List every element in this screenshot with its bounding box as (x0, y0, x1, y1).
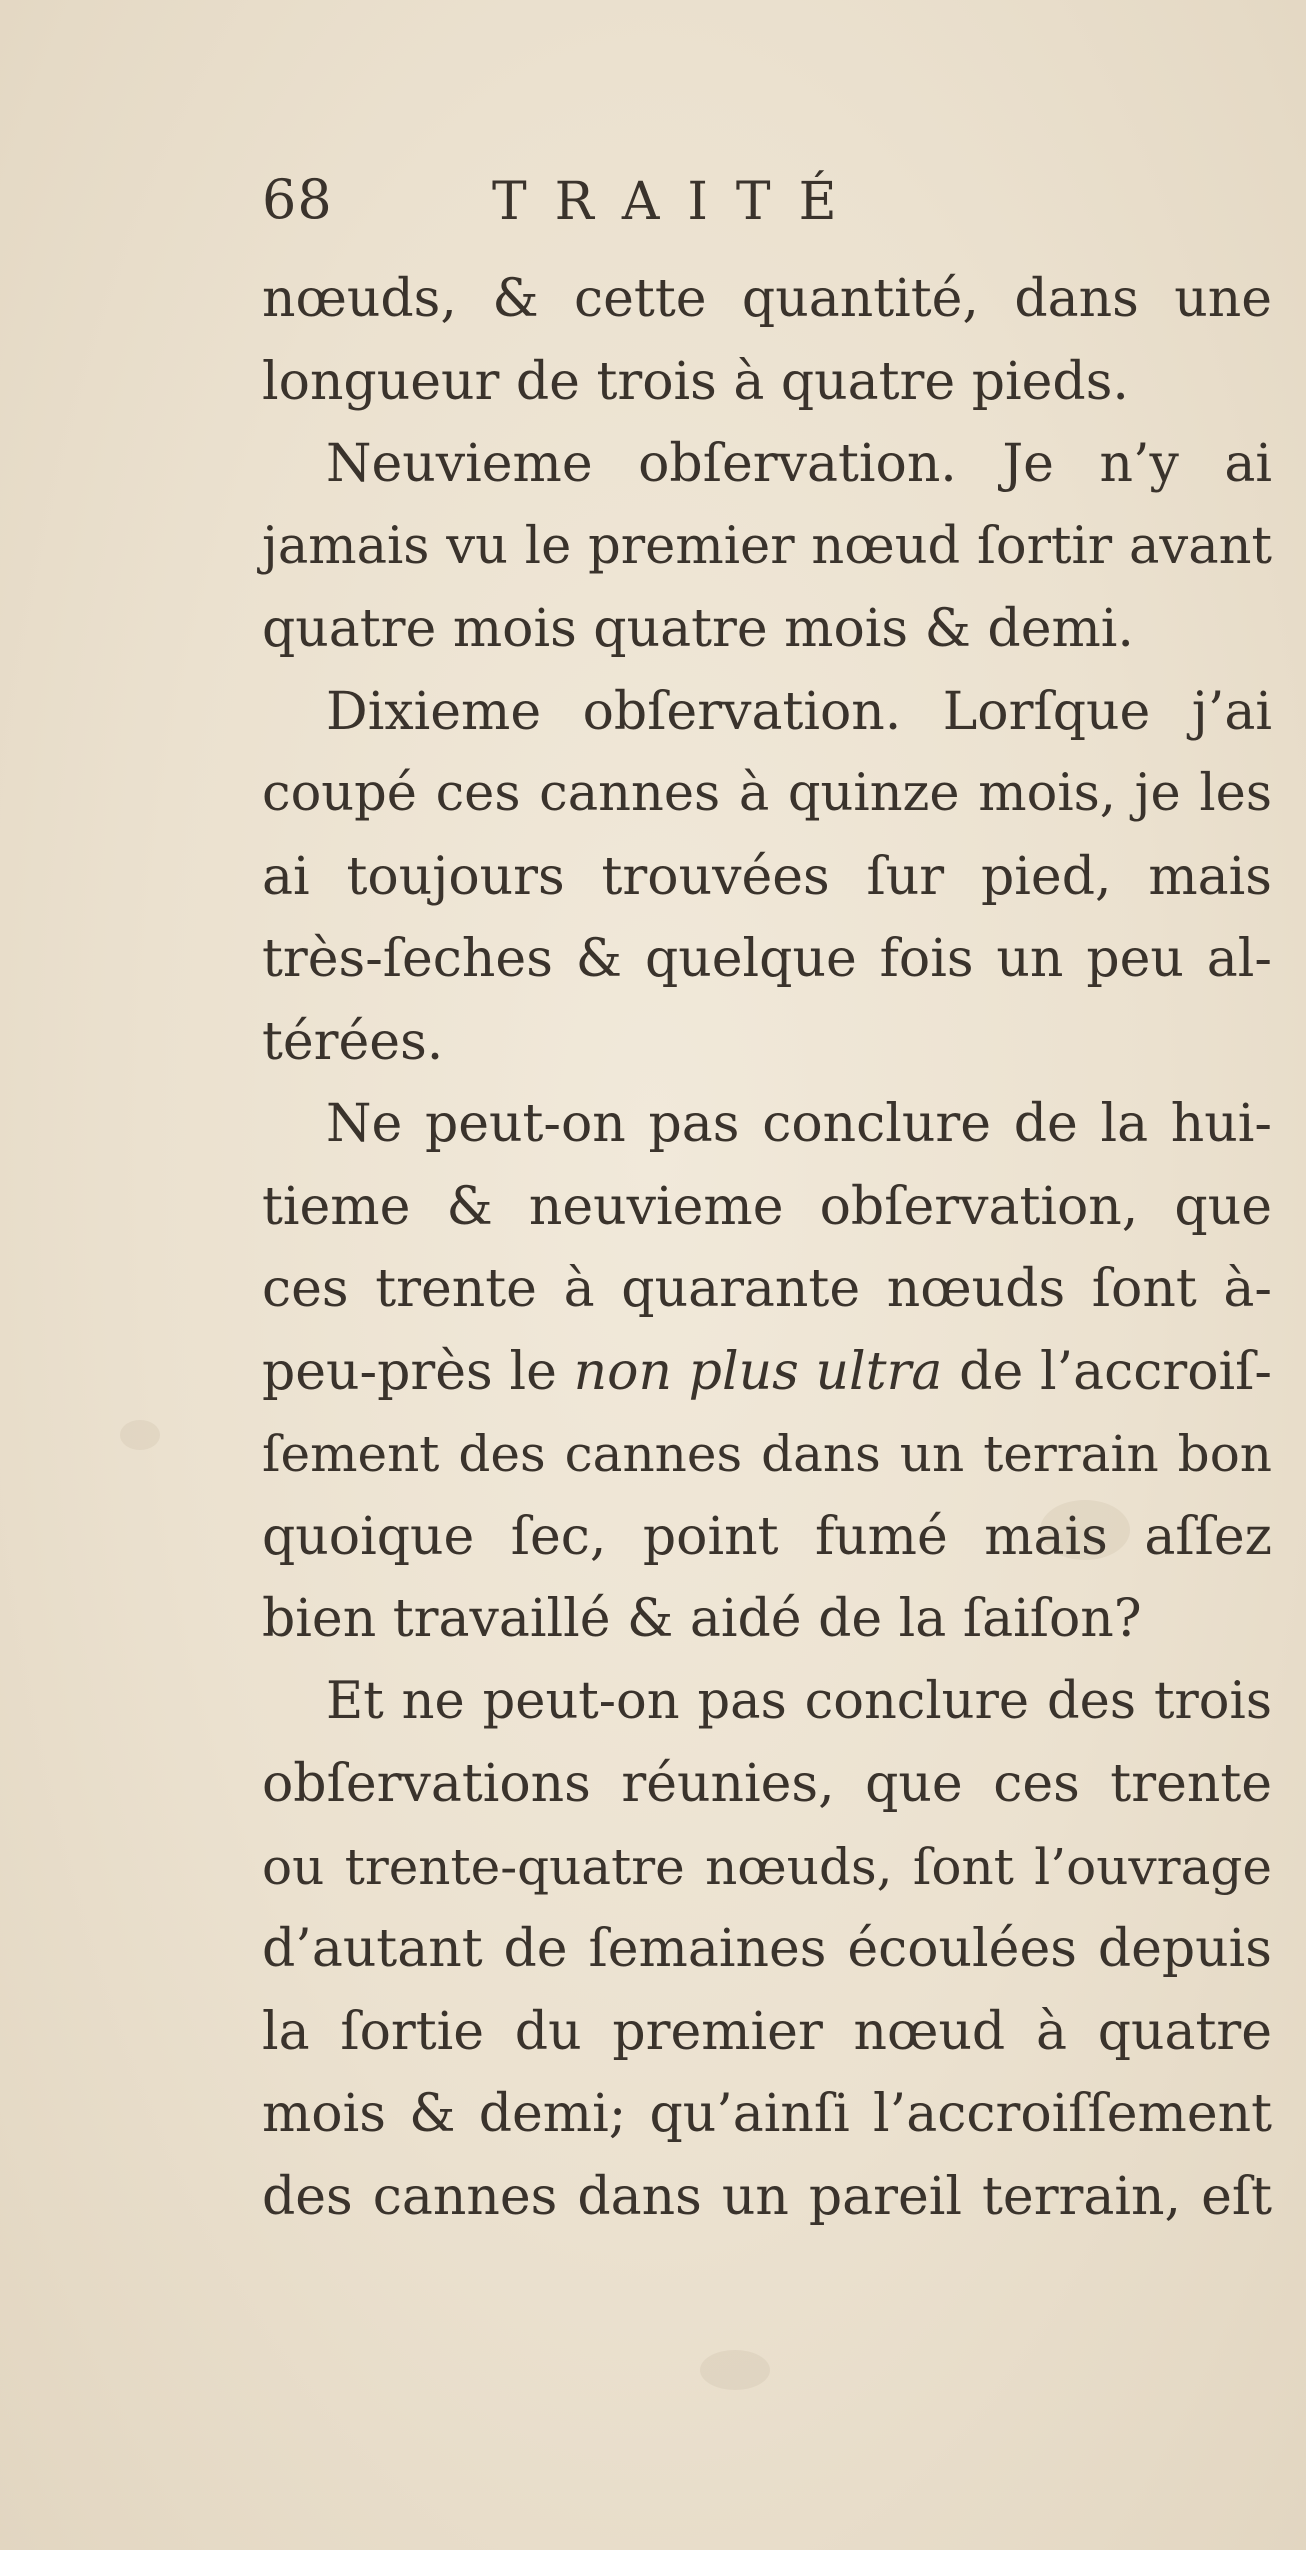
text-segment: de l’accroiſ- (942, 1341, 1272, 1402)
text-line: bien travaillé & aidé de la ſaiſon? (262, 1589, 1142, 1649)
running-title: TRAITÉ (492, 172, 865, 232)
text-line: ſement des cannes dans un terrain bon (262, 1425, 1272, 1483)
text-line: obſervations réunies, que ces trente (262, 1754, 1272, 1814)
text-line-with-italic (262, 1331, 1272, 1414)
italic-phrase: non plus ultra (573, 1341, 943, 1402)
text-segment: peu-près le (262, 1341, 574, 1402)
text-line: jamais vu le premier nœud ſortir avant (262, 516, 1272, 576)
body-text (262, 258, 1272, 2238)
text-line: térées. (262, 1011, 444, 1072)
paragraph-start-line: Ne peut-on pas conclure de la hui- (326, 1094, 1272, 1154)
text-line: mois & demi; qu’ainſi l’accroiſſement (262, 2084, 1272, 2144)
paragraph-start-line: Neuvieme obſervation. Je n’y ai (326, 434, 1272, 494)
text-line: quoique ſec, point fumé mais aſſez (262, 1506, 1272, 1567)
text-line: des cannes dans un pareil terrain, eſt (262, 2166, 1272, 2227)
text-line: ai toujours trouvées ſur pied, mais (262, 846, 1272, 907)
paragraph-start-line: Dixieme obſervation. Lorſque j’ai (326, 681, 1272, 742)
paragraph-start-line: Et ne peut-on pas conclure des trois (326, 1671, 1272, 1731)
text-line: la ſortie du premier nœud à quatre (262, 2001, 1272, 2062)
paper-stain (120, 1420, 160, 1450)
text-line: longueur de trois à quatre pieds. (262, 351, 1129, 412)
text-line: d’autant de ſemaines écoulées depuis (262, 1919, 1272, 1979)
paper-stain (700, 2350, 770, 2390)
text-line: tieme & neuvieme obſervation, que (262, 1176, 1272, 1237)
text-line: coupé ces cannes à quinze mois, je les (262, 764, 1272, 823)
text-line: nœuds, & cette quantité, dans une (262, 269, 1272, 329)
text-line: ces trente à quarante nœuds ſont à- (262, 1259, 1272, 1319)
page-header (262, 168, 1262, 248)
text-line: quatre mois quatre mois & demi. (262, 599, 1134, 659)
text-line: très-ſeches & quelque fois un peu al- (262, 929, 1272, 989)
text-line: ou trente-quatre nœuds, ſont l’ouvrage (262, 1837, 1272, 1896)
page-number: 68 (262, 168, 333, 231)
